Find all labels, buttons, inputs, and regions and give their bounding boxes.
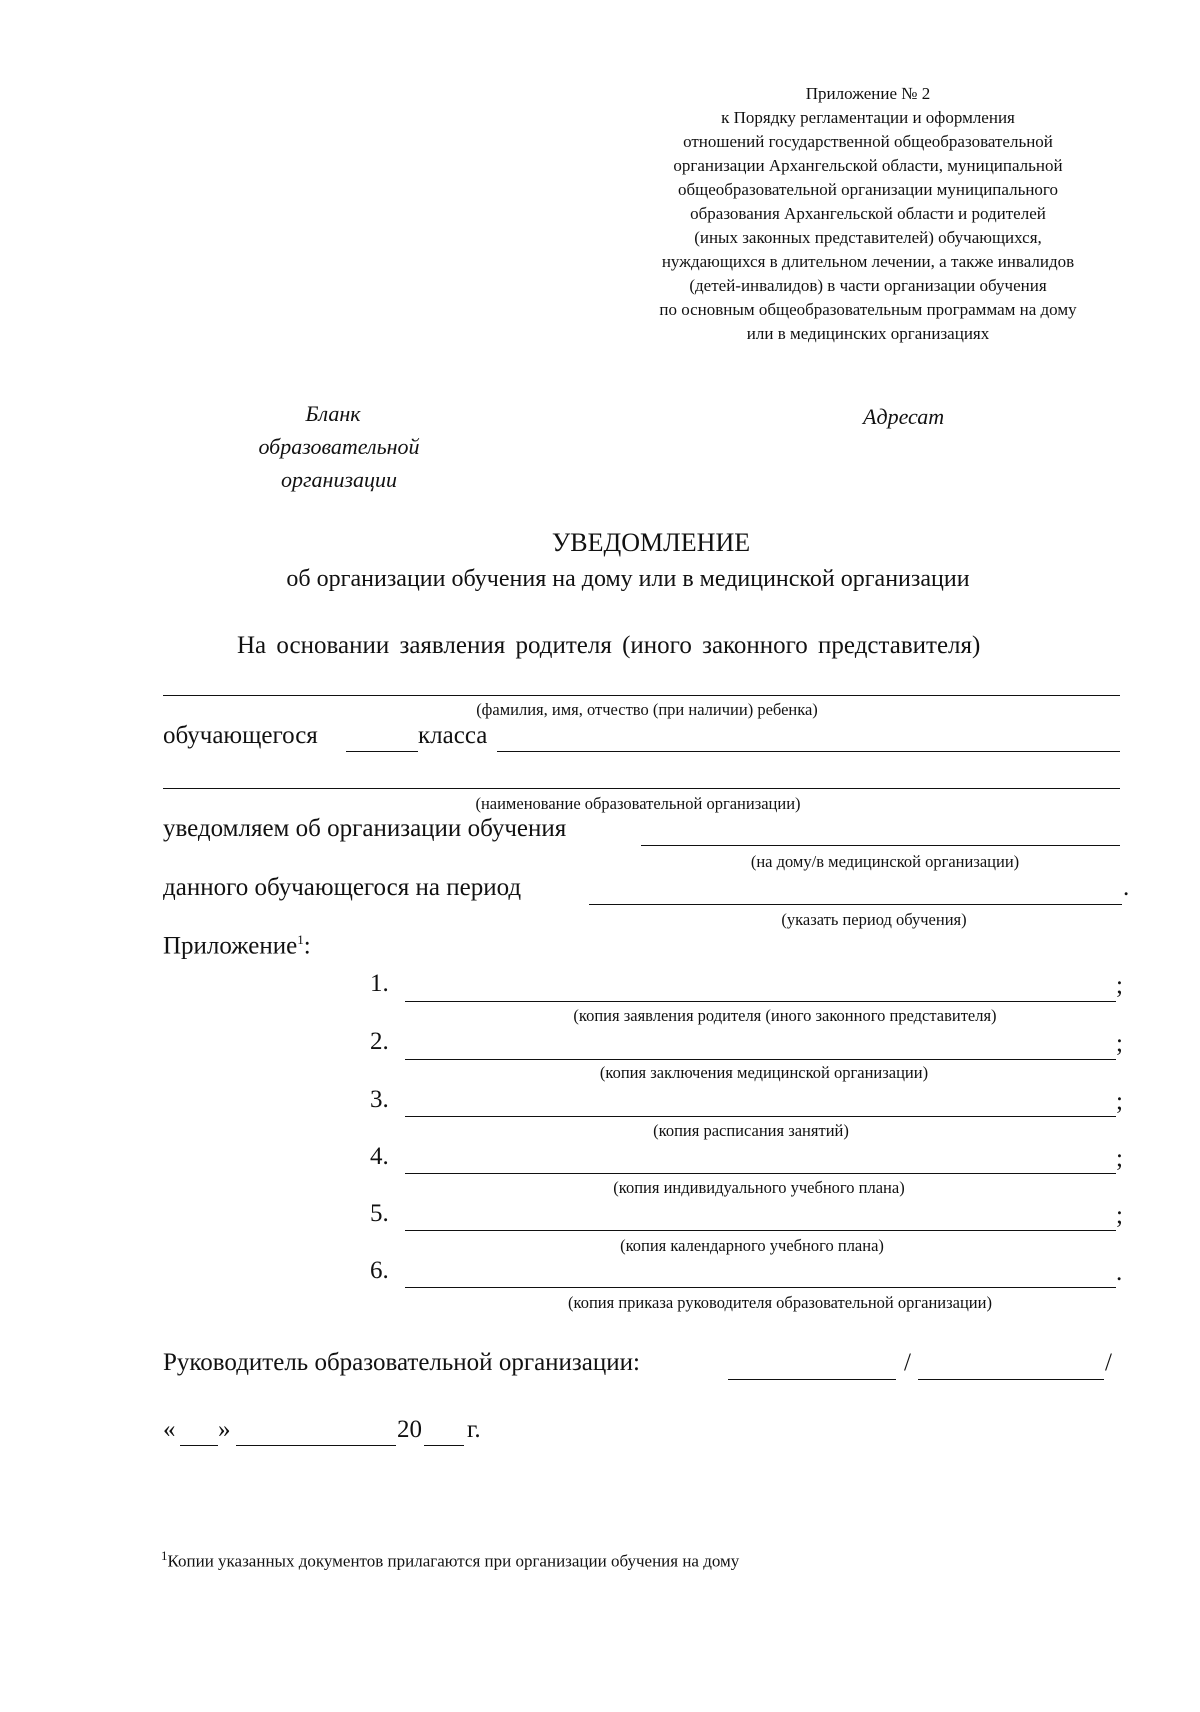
attachment-item-caption: (копия расписания занятий) <box>653 1121 849 1140</box>
attachment-item-number: 4. <box>370 1143 389 1170</box>
place-line[interactable] <box>641 845 1120 846</box>
attachment-item-line[interactable] <box>405 1173 1116 1174</box>
period-end-punct: . <box>1123 874 1130 901</box>
appendix-header-line: или в медицинских организациях <box>746 324 990 343</box>
blank-label-line2: образовательной <box>258 434 420 459</box>
signature-slash: / <box>904 1349 911 1376</box>
attachment-label <box>163 932 311 960</box>
appendix-header-line: отношений государственной общеобразовательной <box>683 132 1053 151</box>
org-name-line[interactable] <box>163 788 1120 789</box>
appendix-header-line: нуждающихся в длительном лечении, а также инвалидов <box>661 252 1075 271</box>
place-caption: (на дому/в медицинской организации) <box>750 852 1020 871</box>
attachment-item-number: 6. <box>370 1257 389 1284</box>
appendix-header-line: Приложение № 2 <box>805 84 931 103</box>
appendix-header-line: общеобразовательной организации муниципального <box>677 180 1058 199</box>
basis-text: На основании заявления родителя (иного законного представителя) <box>237 632 981 659</box>
grade-number-line[interactable] <box>346 751 418 752</box>
signature-line[interactable] <box>728 1379 896 1380</box>
attachment-item-end: ; <box>1116 1145 1123 1172</box>
attachment-item-caption: (копия индивидуального учебного плана) <box>613 1178 905 1197</box>
attachment-item-number: 2. <box>370 1028 389 1055</box>
attachment-item-number: 3. <box>370 1086 389 1113</box>
appendix-header-line: (иных законных представителей) обучающихся, <box>694 228 1042 247</box>
period-caption: (указать период обучения) <box>781 910 967 929</box>
attachment-item-caption: (копия календарного учебного плана) <box>620 1236 884 1255</box>
class-detail-line[interactable] <box>497 751 1120 752</box>
parent-name-line[interactable] <box>163 695 1120 696</box>
attachment-item-caption: (копия приказа руководителя образовательной организации) <box>568 1293 992 1312</box>
attachment-item-number: 1. <box>370 970 389 997</box>
attachment-footnote-marker: 1 <box>297 932 304 947</box>
attachment-item-end: ; <box>1116 1202 1123 1229</box>
date-month-line[interactable] <box>236 1445 396 1446</box>
document-subtitle: об организации обучения на дому или в медицинской организации <box>286 566 970 592</box>
attachment-item-end: ; <box>1116 1088 1123 1115</box>
blank-label-line3: организации <box>280 467 398 492</box>
date-day-line[interactable] <box>180 1445 218 1446</box>
attachment-item-end: ; <box>1116 1030 1123 1057</box>
appendix-header-line: к Порядку регламентации и оформления <box>721 108 1015 127</box>
class-label: класса <box>418 722 488 749</box>
attachment-item-end: ; <box>1116 972 1123 999</box>
notify-text: уведомляем об организации обучения <box>163 815 567 842</box>
date-year-prefix: 20 <box>397 1416 422 1443</box>
attachment-item-line[interactable] <box>405 1116 1116 1117</box>
date-year-suffix: г. <box>467 1416 481 1443</box>
footnote <box>161 1548 739 1572</box>
footnote-marker: 1 <box>161 1548 168 1563</box>
attachment-item-line[interactable] <box>405 1230 1116 1231</box>
attachment-item-line[interactable] <box>405 1059 1116 1060</box>
date-close-quote: » <box>218 1416 231 1443</box>
attachment-colon: : <box>303 932 311 960</box>
appendix-header-line: (детей-инвалидов) в части организации обучения <box>689 276 1047 295</box>
child-name-caption: (фамилия, имя, отчество (при наличии) ребенка) <box>476 700 818 719</box>
appendix-header-line: организации Архангельской области, муниципальной <box>673 156 1063 175</box>
attachment-item-number: 5. <box>370 1200 389 1227</box>
signature-slash: / <box>1105 1349 1112 1376</box>
attachment-item-line[interactable] <box>405 1287 1116 1288</box>
document-title: УВЕДОМЛЕНИЕ <box>551 528 751 557</box>
appendix-header-line: по основным общеобразовательным программам на дому <box>659 300 1077 319</box>
appendix-header-line: образования Архангельской области и родителей <box>690 204 1046 223</box>
period-text: данного обучающегося на период <box>163 874 522 901</box>
attachment-label-text: Приложение <box>163 932 298 960</box>
attachment-item-caption: (копия заявления родителя (иного законного представителя) <box>573 1006 997 1025</box>
signature-name-line[interactable] <box>918 1379 1104 1380</box>
date-year-line[interactable] <box>424 1445 464 1446</box>
period-line[interactable] <box>589 904 1122 905</box>
attachment-item-line[interactable] <box>405 1001 1116 1002</box>
student-label: обучающегося <box>163 722 318 749</box>
appendix-header <box>598 82 1138 346</box>
addressee-label: Адресат <box>863 404 945 429</box>
signature-label: Руководитель образовательной организации: <box>163 1349 640 1376</box>
date-open-quote: « <box>163 1416 176 1443</box>
footnote-text: Копии указанных документов прилагаются при организации обучения на дому <box>167 1551 740 1571</box>
blank-label-line1: Бланк <box>305 401 361 426</box>
attachment-item-end: . <box>1116 1259 1123 1286</box>
org-name-caption: (наименование образовательной организации) <box>475 794 801 813</box>
attachment-item-caption: (копия заключения медицинской организации) <box>599 1063 929 1082</box>
